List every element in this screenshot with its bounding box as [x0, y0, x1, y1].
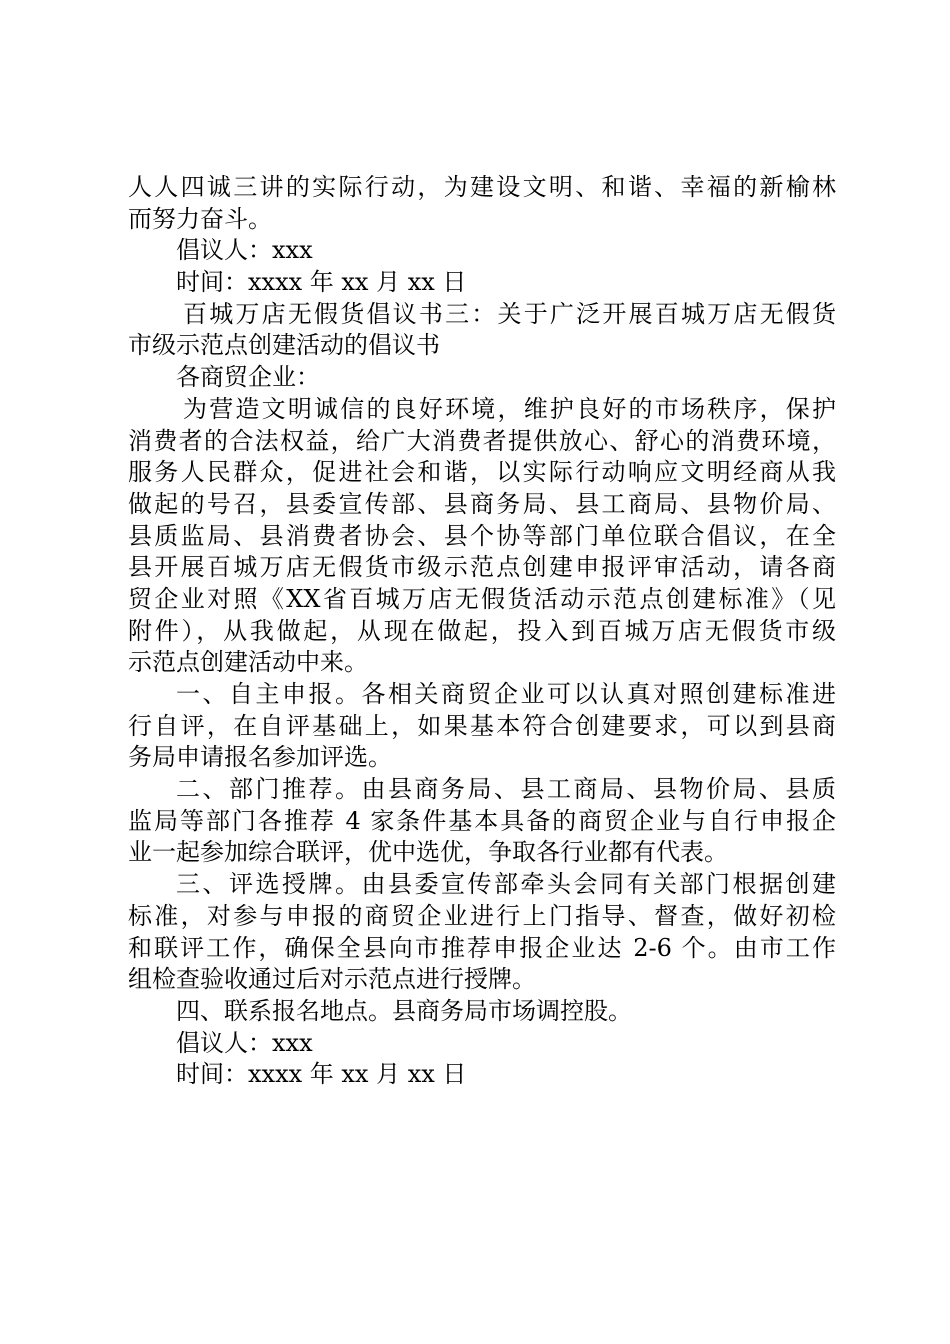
text-line: 行自评，在自评基础上，如果基本符合创建要求，可以到县商 [128, 711, 836, 740]
signatory-line: 倡议人：xxx [176, 236, 313, 265]
text-line: 贸企业对照《XX省百城万店无假货活动示范点创建标准》（见 [128, 584, 836, 613]
text-line: 监局等部门各推荐 4 家条件基本具备的商贸企业与自行申报企 [128, 806, 836, 835]
date-line: 时间：xxxx 年 xx 月 xx 日 [176, 268, 467, 297]
text-line: 务局申请报名参加评选。 [128, 743, 392, 772]
section-title-line: 市级示范点创建活动的倡议书 [128, 331, 440, 360]
text-line: 和联评工作，确保全县向市推荐申报企业达 2-6 个。由市工作 [128, 933, 836, 962]
item-line: 三、评选授牌。由县委宣传部牵头会同有关部门根据创建 [176, 870, 836, 899]
text-line: 县开展百城万店无假货市级示范点创建申报评审活动，请各商 [128, 553, 836, 582]
document-body [128, 172, 836, 1091]
text-line: 为营造文明诚信的良好环境，维护良好的市场秩序，保护 [183, 394, 836, 423]
text-line: 服务人民群众，促进社会和谐，以实际行动响应文明经商从我 [128, 458, 836, 487]
item-line: 一、自主申报。各相关商贸企业可以认真对照创建标准进 [176, 680, 836, 708]
text-line: 标准，对参与申报的商贸企业进行上门指导、督查，做好初检 [128, 901, 836, 930]
text-line: 而努力奋斗。 [128, 204, 272, 233]
text-line: 示范点创建活动中来。 [128, 648, 368, 677]
salutation-line: 各商贸企业： [176, 363, 320, 392]
text-line: 人人四诚三讲的实际行动，为建设文明、和谐、幸福的新榆林 [128, 173, 836, 201]
date-line: 时间：xxxx 年 xx 月 xx 日 [176, 1060, 467, 1089]
signatory-line: 倡议人：xxx [176, 1028, 313, 1057]
section-title-line: 百城万店无假货倡议书三：关于广泛开展百城万店无假货 [183, 299, 836, 328]
text-line: 附件），从我做起，从现在做起，投入到百城万店无假货市级 [128, 616, 836, 645]
item-line: 二、部门推荐。由县商务局、县工商局、县物价局、县质 [176, 775, 836, 804]
text-line: 消费者的合法权益，给广大消费者提供放心、舒心的消费环境， [128, 426, 836, 455]
text-line: 业一起参加综合联评，优中选优，争取各行业都有代表。 [128, 838, 728, 867]
item-line: 四、联系报名地点。县商务局市场调控股。 [176, 996, 632, 1025]
text-line: 组检查验收通过后对示范点进行授牌。 [128, 965, 536, 994]
text-line: 做起的号召，县委宣传部、县商务局、县工商局、县物价局、 [128, 489, 836, 518]
text-line: 县质监局、县消费者协会、县个协等部门单位联合倡议，在全 [128, 521, 836, 550]
